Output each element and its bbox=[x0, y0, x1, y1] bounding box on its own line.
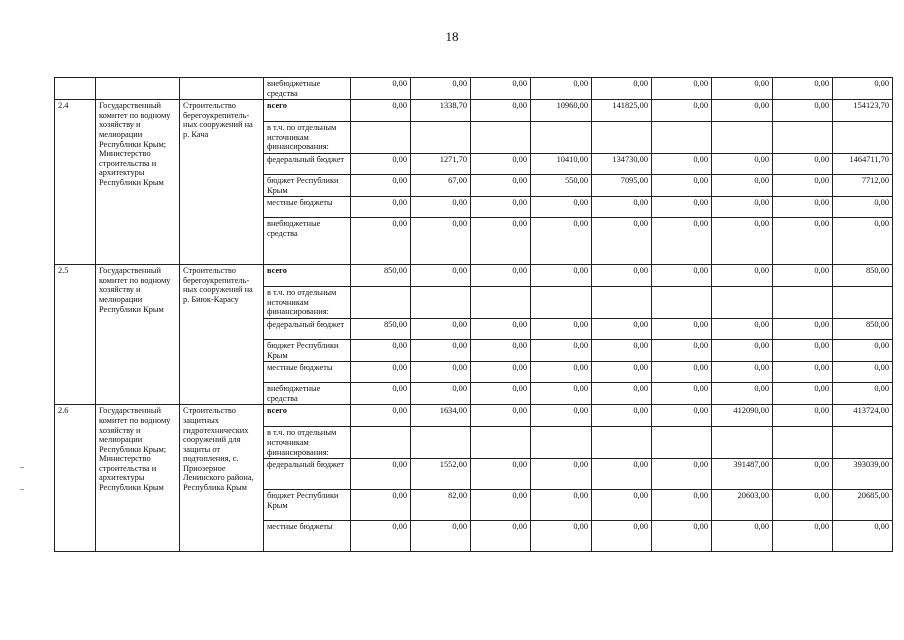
value-cell: 0,00 bbox=[712, 153, 773, 174]
value-cell bbox=[351, 122, 411, 154]
table-row bbox=[55, 78, 893, 100]
value-cell: 0,00 bbox=[652, 174, 712, 196]
value-cell bbox=[351, 427, 411, 459]
value-cell bbox=[773, 427, 833, 459]
value-cell: 0,00 bbox=[531, 459, 592, 490]
value-cell: 0,00 bbox=[592, 459, 652, 490]
value-cell: 0,00 bbox=[471, 362, 531, 383]
value-cell: 0,00 bbox=[773, 174, 833, 196]
value-cell: 0,00 bbox=[833, 78, 893, 100]
value-cell bbox=[471, 287, 531, 319]
value-cell: 20685,00 bbox=[833, 490, 893, 521]
value-cell: 7095,00 bbox=[592, 174, 652, 196]
value-cell: 0,00 bbox=[531, 78, 592, 100]
value-cell: 0,00 bbox=[712, 174, 773, 196]
value-cell: 154123,70 bbox=[833, 100, 893, 122]
value-cell: 0,00 bbox=[712, 78, 773, 100]
value-cell: 67,00 bbox=[411, 174, 471, 196]
value-cell: 0,00 bbox=[471, 383, 531, 405]
executor-cell: Государственный комитет по водному хозяйству и мелиорации Республики Крым; Министерство строительства и архитектуры Республики Крым bbox=[96, 405, 180, 552]
executor-cell: Государственный комитет по водному хозяйству и мелиорации Республики Крым bbox=[96, 265, 180, 405]
source-cell: в т.ч. по отдельным источникам финансирования: bbox=[264, 287, 351, 319]
table-row bbox=[55, 265, 893, 287]
value-cell bbox=[652, 122, 712, 154]
value-cell: 1464711,70 bbox=[833, 153, 893, 174]
value-cell: 7712,00 bbox=[833, 174, 893, 196]
value-cell: 0,00 bbox=[351, 218, 411, 265]
value-cell: 0,00 bbox=[411, 318, 471, 339]
source-cell: федеральный бюджет bbox=[264, 459, 351, 490]
value-cell: 0,00 bbox=[411, 362, 471, 383]
value-cell: 141825,00 bbox=[592, 100, 652, 122]
value-cell: 0,00 bbox=[773, 153, 833, 174]
value-cell bbox=[712, 287, 773, 319]
value-cell: 0,00 bbox=[471, 78, 531, 100]
value-cell bbox=[833, 427, 893, 459]
value-cell: 0,00 bbox=[351, 100, 411, 122]
value-cell: 0,00 bbox=[471, 490, 531, 521]
source-cell: всего bbox=[264, 405, 351, 427]
value-cell bbox=[411, 427, 471, 459]
value-cell: 0,00 bbox=[833, 362, 893, 383]
source-cell: федеральный бюджет bbox=[264, 153, 351, 174]
value-cell bbox=[712, 427, 773, 459]
value-cell: 0,00 bbox=[652, 405, 712, 427]
value-cell: 0,00 bbox=[531, 362, 592, 383]
value-cell: 0,00 bbox=[531, 265, 592, 287]
value-cell: 0,00 bbox=[773, 78, 833, 100]
value-cell: 0,00 bbox=[773, 197, 833, 218]
value-cell: 0,00 bbox=[652, 383, 712, 405]
value-cell: 412090,00 bbox=[712, 405, 773, 427]
value-cell: 0,00 bbox=[411, 265, 471, 287]
value-cell: 0,00 bbox=[592, 197, 652, 218]
value-cell: 0,00 bbox=[351, 339, 411, 361]
value-cell bbox=[773, 122, 833, 154]
source-cell: бюджет Республики Крым bbox=[264, 174, 351, 196]
value-cell: 0,00 bbox=[592, 265, 652, 287]
value-cell: 0,00 bbox=[531, 339, 592, 361]
value-cell: 1552,00 bbox=[411, 459, 471, 490]
value-cell bbox=[592, 122, 652, 154]
source-cell: бюджет Республики Крым bbox=[264, 339, 351, 361]
value-cell bbox=[531, 427, 592, 459]
value-cell: 0,00 bbox=[471, 218, 531, 265]
value-cell: 0,00 bbox=[471, 339, 531, 361]
value-cell: 0,00 bbox=[652, 218, 712, 265]
value-cell: 1338,70 bbox=[411, 100, 471, 122]
value-cell: 0,00 bbox=[531, 218, 592, 265]
value-cell: 0,00 bbox=[411, 521, 471, 552]
value-cell bbox=[833, 287, 893, 319]
value-cell: 0,00 bbox=[471, 405, 531, 427]
value-cell: 10960,00 bbox=[531, 100, 592, 122]
value-cell: 0,00 bbox=[652, 78, 712, 100]
value-cell: 0,00 bbox=[773, 339, 833, 361]
value-cell: 0,00 bbox=[411, 218, 471, 265]
value-cell: 0,00 bbox=[351, 490, 411, 521]
value-cell: 0,00 bbox=[351, 383, 411, 405]
value-cell: 0,00 bbox=[411, 197, 471, 218]
value-cell: 0,00 bbox=[833, 197, 893, 218]
value-cell: 0,00 bbox=[833, 383, 893, 405]
value-cell: 20603,00 bbox=[712, 490, 773, 521]
value-cell: 0,00 bbox=[833, 521, 893, 552]
value-cell: 0,00 bbox=[351, 153, 411, 174]
value-cell: 0,00 bbox=[471, 459, 531, 490]
value-cell: 0,00 bbox=[351, 521, 411, 552]
value-cell: 0,00 bbox=[773, 100, 833, 122]
value-cell: 0,00 bbox=[652, 490, 712, 521]
value-cell: 0,00 bbox=[652, 100, 712, 122]
source-cell: всего bbox=[264, 100, 351, 122]
value-cell: 413724,00 bbox=[833, 405, 893, 427]
value-cell: 0,00 bbox=[712, 339, 773, 361]
value-cell bbox=[411, 122, 471, 154]
row-number: 2.5 bbox=[55, 265, 96, 405]
value-cell bbox=[411, 287, 471, 319]
value-cell: 0,00 bbox=[531, 521, 592, 552]
value-cell bbox=[471, 427, 531, 459]
value-cell: 0,00 bbox=[652, 197, 712, 218]
value-cell bbox=[471, 122, 531, 154]
value-cell: 0,00 bbox=[712, 521, 773, 552]
value-cell: 0,00 bbox=[351, 459, 411, 490]
value-cell: 0,00 bbox=[592, 405, 652, 427]
source-cell: местные бюджеты bbox=[264, 197, 351, 218]
source-cell: внебюджетные средства bbox=[264, 383, 351, 405]
value-cell: 0,00 bbox=[531, 318, 592, 339]
value-cell bbox=[531, 287, 592, 319]
value-cell: 0,00 bbox=[592, 318, 652, 339]
value-cell: 0,00 bbox=[411, 78, 471, 100]
row-number: 2.4 bbox=[55, 100, 96, 265]
value-cell: 0,00 bbox=[592, 218, 652, 265]
value-cell bbox=[652, 427, 712, 459]
value-cell: 0,00 bbox=[773, 318, 833, 339]
row-number bbox=[55, 78, 96, 100]
value-cell: 0,00 bbox=[351, 362, 411, 383]
project-name-cell: Строительство защитных гидротехнических сооружений для защиты от подтопления, с. Приозерное Ленинского района, Республика Крым bbox=[180, 405, 264, 552]
value-cell: 0,00 bbox=[411, 383, 471, 405]
table-row bbox=[55, 100, 893, 122]
value-cell: 0,00 bbox=[471, 521, 531, 552]
value-cell: 0,00 bbox=[471, 100, 531, 122]
value-cell: 0,00 bbox=[471, 174, 531, 196]
page-number: 18 bbox=[445, 29, 459, 44]
value-cell: 0,00 bbox=[652, 521, 712, 552]
value-cell: 0,00 bbox=[531, 383, 592, 405]
value-cell: 0,00 bbox=[833, 218, 893, 265]
value-cell: 0,00 bbox=[592, 383, 652, 405]
financing-table bbox=[54, 77, 893, 552]
value-cell: 82,00 bbox=[411, 490, 471, 521]
value-cell: 0,00 bbox=[712, 197, 773, 218]
value-cell: 0,00 bbox=[773, 383, 833, 405]
value-cell: 550,00 bbox=[531, 174, 592, 196]
value-cell: 0,00 bbox=[471, 265, 531, 287]
table-row bbox=[55, 405, 893, 427]
value-cell: 0,00 bbox=[773, 405, 833, 427]
source-cell: внебюджетные средства bbox=[264, 78, 351, 100]
value-cell: 1634,00 bbox=[411, 405, 471, 427]
value-cell: 0,00 bbox=[712, 318, 773, 339]
value-cell bbox=[652, 287, 712, 319]
value-cell bbox=[531, 122, 592, 154]
value-cell: 0,00 bbox=[833, 339, 893, 361]
value-cell: 0,00 bbox=[652, 153, 712, 174]
value-cell: 393039,00 bbox=[833, 459, 893, 490]
value-cell: 850,00 bbox=[351, 265, 411, 287]
value-cell: 0,00 bbox=[592, 339, 652, 361]
value-cell bbox=[351, 287, 411, 319]
value-cell: 0,00 bbox=[773, 362, 833, 383]
value-cell: 0,00 bbox=[592, 521, 652, 552]
value-cell: 0,00 bbox=[773, 490, 833, 521]
value-cell: 0,00 bbox=[773, 218, 833, 265]
source-cell: в т.ч. по отдельным источникам финансирования: bbox=[264, 122, 351, 154]
value-cell: 0,00 bbox=[471, 153, 531, 174]
value-cell: 0,00 bbox=[592, 490, 652, 521]
source-cell: федеральный бюджет bbox=[264, 318, 351, 339]
value-cell: 0,00 bbox=[531, 197, 592, 218]
source-cell: всего bbox=[264, 265, 351, 287]
value-cell: 0,00 bbox=[712, 362, 773, 383]
value-cell: 0,00 bbox=[471, 197, 531, 218]
value-cell: 0,00 bbox=[351, 78, 411, 100]
value-cell: 0,00 bbox=[592, 362, 652, 383]
value-cell: 0,00 bbox=[712, 100, 773, 122]
value-cell: 0,00 bbox=[351, 174, 411, 196]
value-cell: 391487,00 bbox=[712, 459, 773, 490]
value-cell: 0,00 bbox=[773, 265, 833, 287]
project-name-cell: Строительство берегоукрепитель-ных сооружений на р. Кача bbox=[180, 100, 264, 265]
value-cell: 1271,70 bbox=[411, 153, 471, 174]
value-cell: 0,00 bbox=[351, 197, 411, 218]
value-cell bbox=[592, 427, 652, 459]
value-cell: 0,00 bbox=[652, 459, 712, 490]
value-cell: 10410,00 bbox=[531, 153, 592, 174]
value-cell: 134730,00 bbox=[592, 153, 652, 174]
value-cell: 850,00 bbox=[351, 318, 411, 339]
source-cell: в т.ч. по отдельным источникам финансирования: bbox=[264, 427, 351, 459]
value-cell bbox=[712, 122, 773, 154]
value-cell: 0,00 bbox=[471, 318, 531, 339]
source-cell: местные бюджеты bbox=[264, 362, 351, 383]
value-cell: 850,00 bbox=[833, 265, 893, 287]
executor-cell bbox=[96, 78, 180, 100]
value-cell: 0,00 bbox=[652, 362, 712, 383]
value-cell: 0,00 bbox=[712, 265, 773, 287]
value-cell: 0,00 bbox=[652, 265, 712, 287]
row-number: 2.6 bbox=[55, 405, 96, 552]
scan-artifact bbox=[20, 489, 24, 490]
value-cell: 0,00 bbox=[411, 339, 471, 361]
value-cell: 0,00 bbox=[773, 459, 833, 490]
value-cell bbox=[833, 122, 893, 154]
value-cell: 0,00 bbox=[592, 78, 652, 100]
source-cell: местные бюджеты bbox=[264, 521, 351, 552]
value-cell: 0,00 bbox=[351, 405, 411, 427]
project-name-cell bbox=[180, 78, 264, 100]
executor-cell: Государственный комитет по водному хозяйству и мелиорации Республики Крым; Министерство строительства и архитектуры Республики Крым bbox=[96, 100, 180, 265]
value-cell: 0,00 bbox=[652, 339, 712, 361]
value-cell bbox=[773, 287, 833, 319]
scan-artifact bbox=[20, 467, 24, 468]
value-cell: 850,00 bbox=[833, 318, 893, 339]
value-cell bbox=[592, 287, 652, 319]
value-cell: 0,00 bbox=[712, 383, 773, 405]
source-cell: внебюджетные средства bbox=[264, 218, 351, 265]
project-name-cell: Строительство берегоукрепитель-ных сооружений на р. Биюк-Карасу bbox=[180, 265, 264, 405]
value-cell: 0,00 bbox=[531, 490, 592, 521]
source-cell: бюджет Республики Крым bbox=[264, 490, 351, 521]
value-cell: 0,00 bbox=[531, 405, 592, 427]
value-cell: 0,00 bbox=[652, 318, 712, 339]
value-cell: 0,00 bbox=[712, 218, 773, 265]
value-cell: 0,00 bbox=[773, 521, 833, 552]
